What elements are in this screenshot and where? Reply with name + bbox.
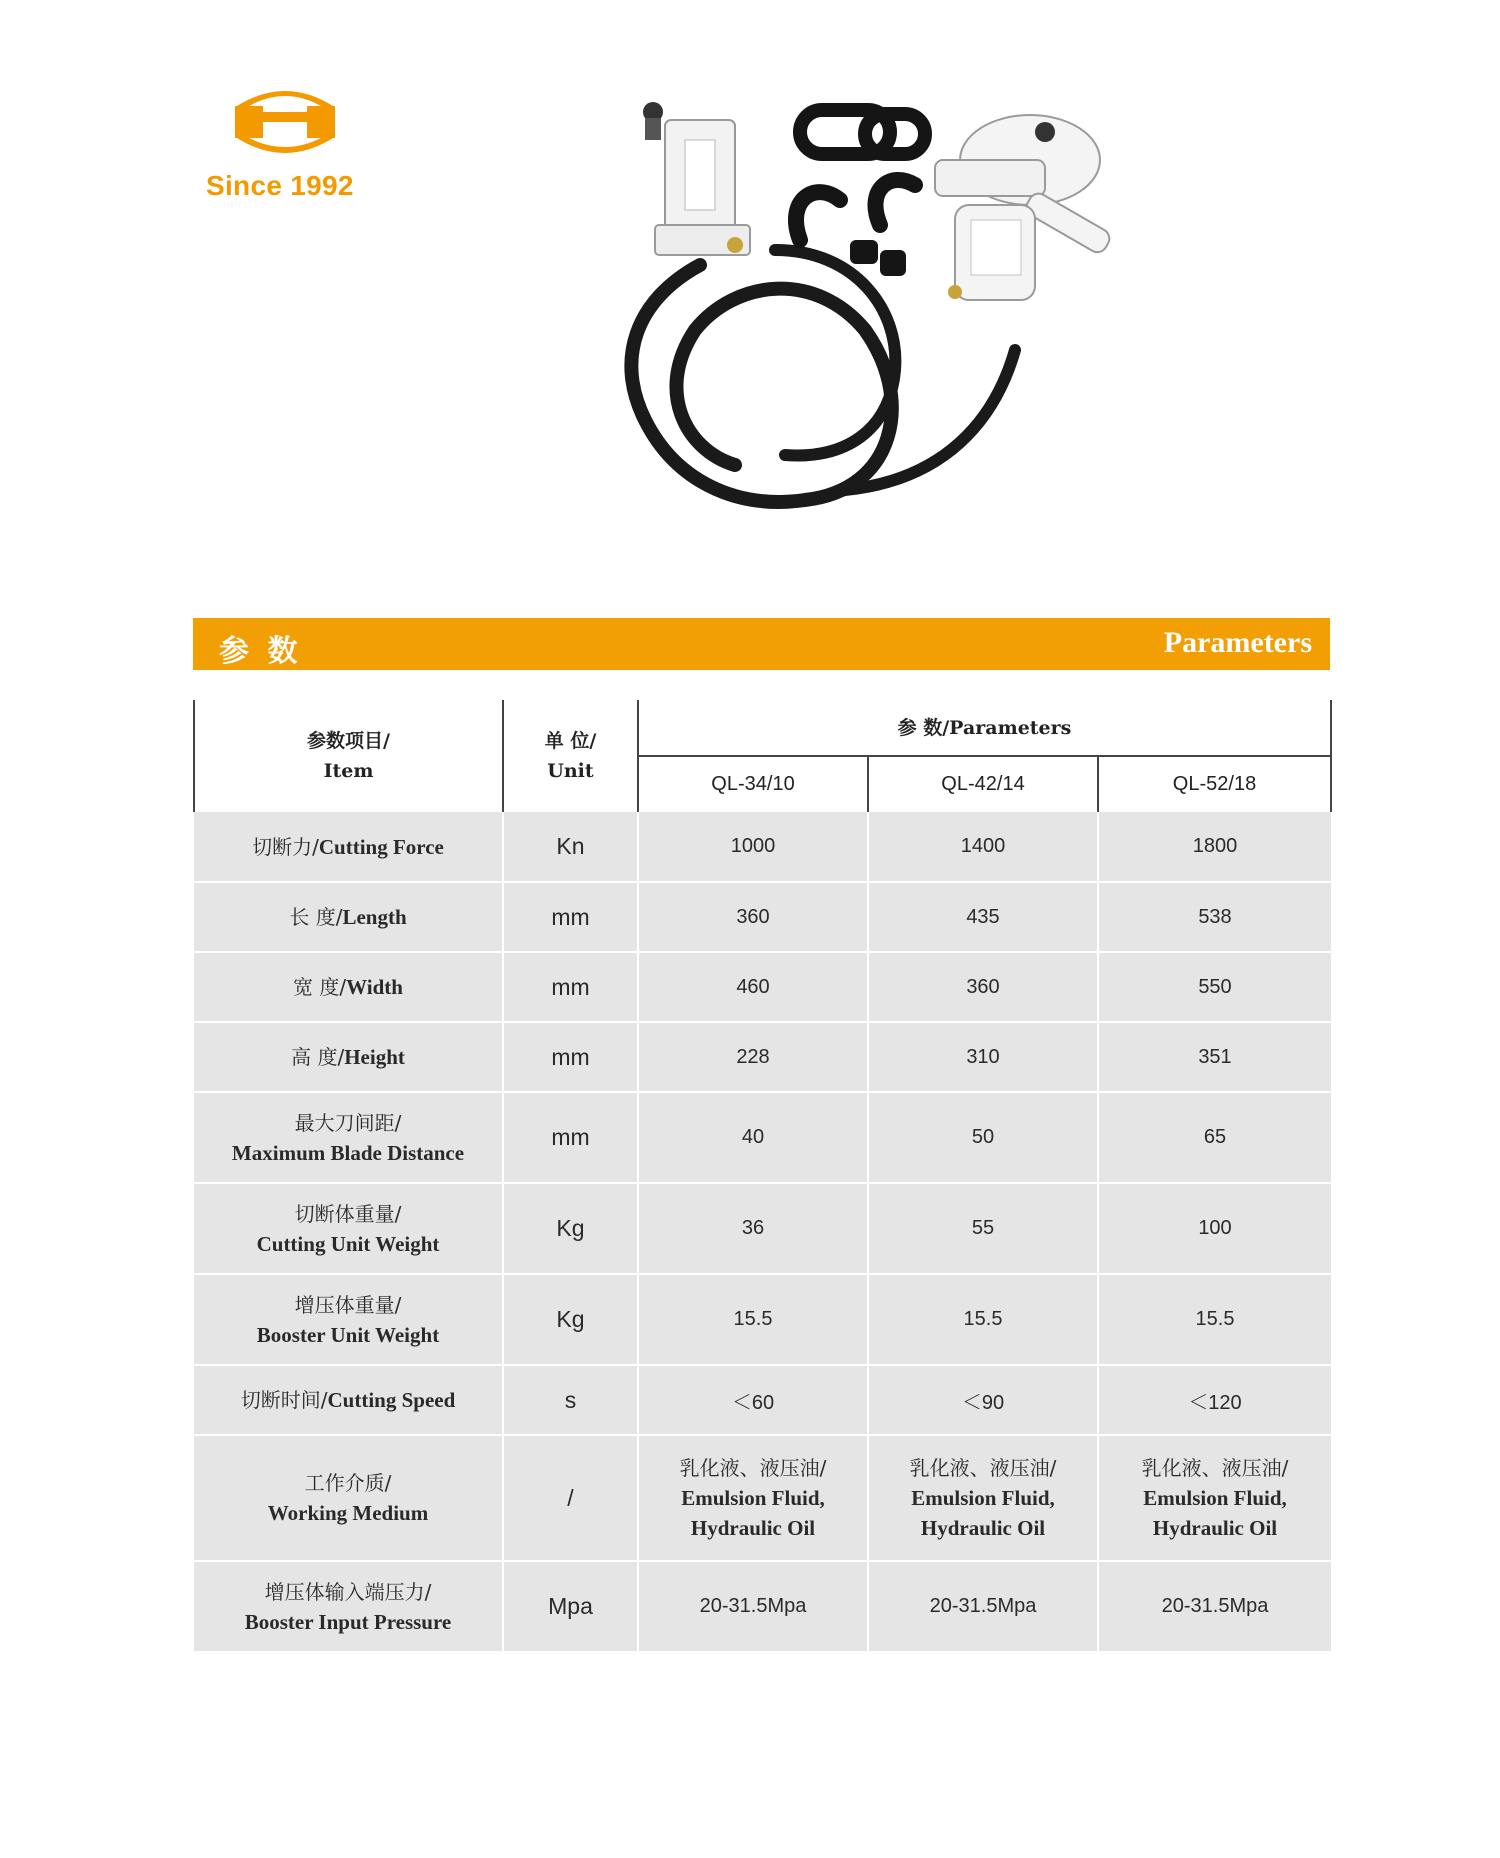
row-value: 435 xyxy=(868,882,1098,952)
row-value: 1800 xyxy=(1098,812,1331,882)
row-item: 增压体输入端压力/ Booster Input Pressure xyxy=(194,1561,503,1652)
row-value: 55 xyxy=(868,1183,1098,1274)
row-unit: mm xyxy=(503,1022,638,1092)
row-item: 切断时间/Cutting Speed xyxy=(194,1365,503,1435)
row-value: 20-31.5Mpa xyxy=(868,1561,1098,1652)
company-logo-icon xyxy=(225,80,345,160)
row-unit: / xyxy=(503,1435,638,1561)
row-value: 乳化液、液压油/ Emulsion Fluid, Hydraulic Oil xyxy=(1098,1435,1331,1561)
row-item: 工作介质/ Working Medium xyxy=(194,1435,503,1561)
row-value: 360 xyxy=(868,952,1098,1022)
row-value: 36 xyxy=(638,1183,868,1274)
product-image xyxy=(615,100,1235,590)
table-row xyxy=(194,1365,1331,1435)
row-item: 最大刀间距/ Maximum Blade Distance xyxy=(194,1092,503,1183)
row-unit: s xyxy=(503,1365,638,1435)
row-value: 20-31.5Mpa xyxy=(1098,1561,1331,1652)
header-item xyxy=(194,700,503,812)
row-item: 切断体重量/ Cutting Unit Weight xyxy=(194,1183,503,1274)
table-row xyxy=(194,1435,1331,1561)
row-value: 50 xyxy=(868,1092,1098,1183)
row-value: ＜60 xyxy=(638,1365,868,1435)
row-value: 40 xyxy=(638,1092,868,1183)
table-row xyxy=(194,812,1331,882)
row-value: 538 xyxy=(1098,882,1331,952)
header-unit-en: Unit xyxy=(547,760,594,782)
row-unit: Kn xyxy=(503,812,638,882)
row-value: 460 xyxy=(638,952,868,1022)
row-value: 20-31.5Mpa xyxy=(638,1561,868,1652)
row-item: 切断力/Cutting Force xyxy=(194,812,503,882)
table-row xyxy=(194,952,1331,1022)
header-parameters xyxy=(638,700,1331,756)
row-value: 100 xyxy=(1098,1183,1331,1274)
row-item: 增压体重量/ Booster Unit Weight xyxy=(194,1274,503,1365)
row-unit: mm xyxy=(503,952,638,1022)
header-unit-cn: 单 位/ xyxy=(544,730,597,752)
header-item-en: Item xyxy=(323,760,374,782)
table-row xyxy=(194,1022,1331,1092)
row-value: 乳化液、液压油/ Emulsion Fluid, Hydraulic Oil xyxy=(868,1435,1098,1561)
row-value: ＜120 xyxy=(1098,1365,1331,1435)
parameters-table xyxy=(193,700,1332,1653)
row-value: 360 xyxy=(638,882,868,952)
header-parameters-label: 参 数/Parameters xyxy=(897,716,1072,739)
header-model-3: QL-52/18 xyxy=(1098,756,1331,812)
brand-since: Since 1992 xyxy=(206,170,354,201)
banner-title-cn: 参 数 xyxy=(219,634,302,669)
table-row xyxy=(194,1274,1331,1365)
row-value: 228 xyxy=(638,1022,868,1092)
parameters-banner xyxy=(193,618,1330,670)
row-unit: mm xyxy=(503,1092,638,1183)
row-unit: mm xyxy=(503,882,638,952)
row-value: 乳化液、液压油/ Emulsion Fluid, Hydraulic Oil xyxy=(638,1435,868,1561)
row-value: 550 xyxy=(1098,952,1331,1022)
row-value: 15.5 xyxy=(1098,1274,1331,1365)
row-value: 310 xyxy=(868,1022,1098,1092)
header-model-1: QL-34/10 xyxy=(638,756,868,812)
table-row xyxy=(194,1561,1331,1652)
header-model-2: QL-42/14 xyxy=(868,756,1098,812)
row-value: 351 xyxy=(1098,1022,1331,1092)
row-item: 高 度/Height xyxy=(194,1022,503,1092)
row-unit: Mpa xyxy=(503,1561,638,1652)
header-item-cn: 参数项目/ xyxy=(307,730,390,752)
banner-title-en: Parameters xyxy=(1163,626,1312,659)
table-row xyxy=(194,882,1331,952)
row-value: 1400 xyxy=(868,812,1098,882)
row-unit: Kg xyxy=(503,1183,638,1274)
table-row xyxy=(194,1183,1331,1274)
row-item: 宽 度/Width xyxy=(194,952,503,1022)
row-value: 1000 xyxy=(638,812,868,882)
row-unit: Kg xyxy=(503,1274,638,1365)
row-value: 65 xyxy=(1098,1092,1331,1183)
row-item: 长 度/Length xyxy=(194,882,503,952)
header-unit xyxy=(503,700,638,812)
row-value: ＜90 xyxy=(868,1365,1098,1435)
row-value: 15.5 xyxy=(868,1274,1098,1365)
table-row xyxy=(194,1092,1331,1183)
row-value: 15.5 xyxy=(638,1274,868,1365)
